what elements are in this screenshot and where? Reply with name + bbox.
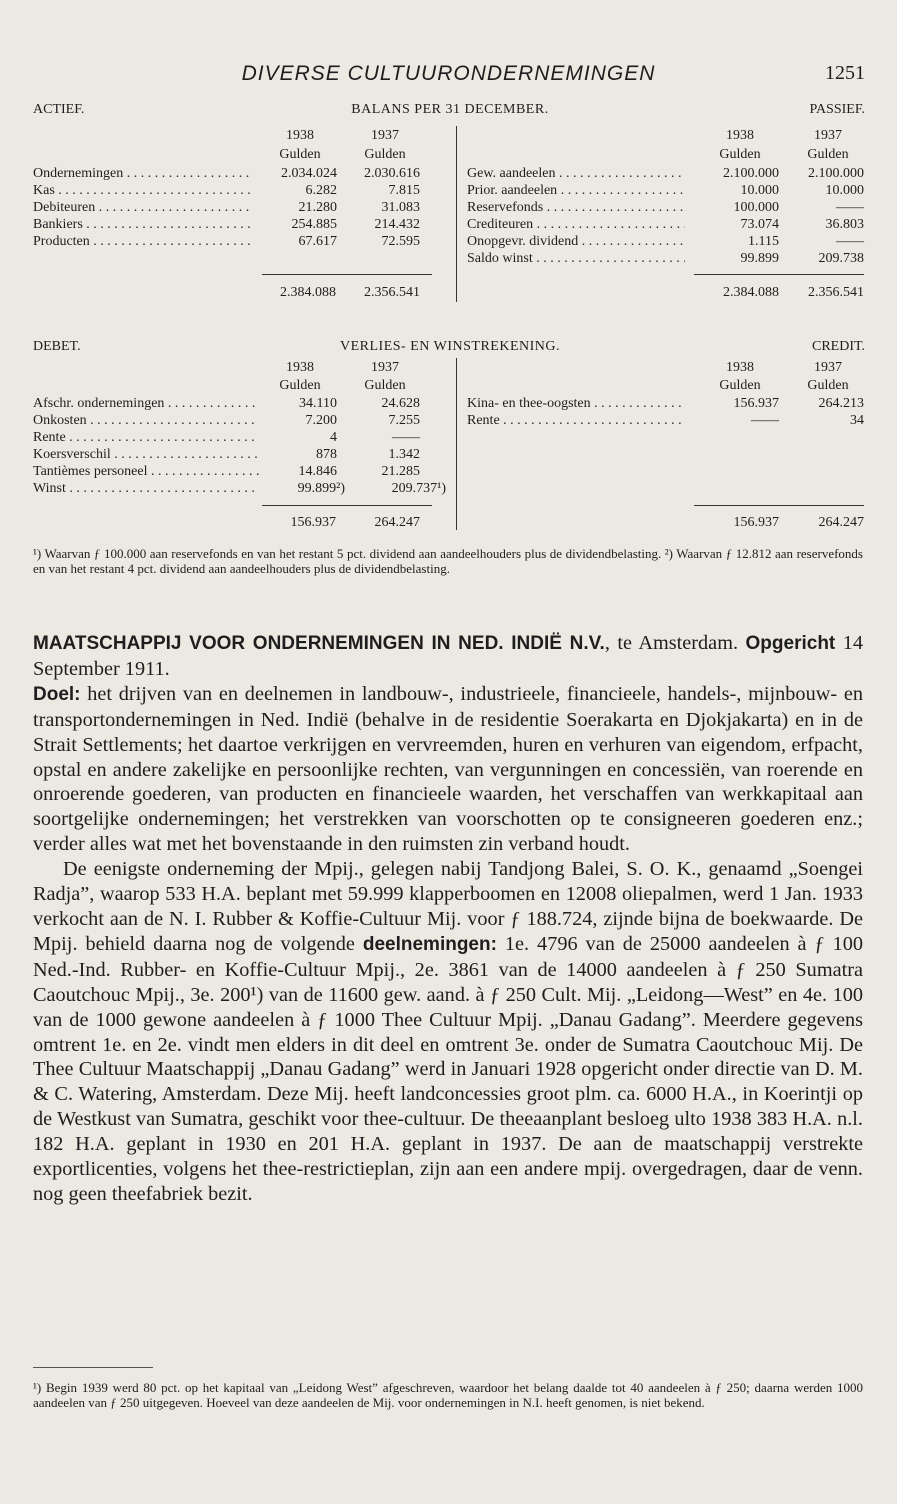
doel-text: het drijven van en deelnemen in landbouw-, industrieele, financieele, handels-, mijnbouw- en transportondernemingen in Ned. Indië (behalve in de residentie Soerakarta en Djokjakarta) en in de Strait Settlements; het daartoe verkrijgen en vervreemden, huren en verhuren van eigendom, erfpacht, opstal en andere zakelijke en persoonlijke rechten, van vergunningen en concessiën, van roerende en onroerende goederen, van producten en financieele waarden, het verschaffen van werkkapitaal aan soortgelijke ondernemingen; het verstrekken van voorschotten op te consigneeren goederen enz.; verder alles wat met het bovenstaande in den ruimsten zin verband houdt. <box>33 682 863 856</box>
page-number: 1251 <box>825 62 865 84</box>
table-row: Ondernemingen . . . 2.034.024 2.030.616 <box>33 166 433 182</box>
paragraph-text: De eenigste onderneming der Mpij., gelegen nabij Tandjong Balei, S. O. K., genaamd „Soengei Radja”, waarop 533 H.A. beplant met 59.999 klapperboomen en 12008 oliepalmen, werd 1 Jan. 1933 verkocht aan de N. I. Rubber & Koffie-Cultuur Mij. voor ƒ 188.724, zijnde bijna de boekwaarde. De Mpij. behield daarna nog de volgende <box>33 858 863 955</box>
table-row: Debiteuren . . . 21.280 31.083 <box>33 200 433 216</box>
table-row: Koersverschil . . . 878 1.342 <box>33 447 453 463</box>
verlies-title: VERLIES- EN WINSTREKENING. <box>340 339 560 354</box>
year-header: 1938 <box>726 360 754 375</box>
year-header: 1937 <box>371 128 399 143</box>
unit-header: Gulden <box>364 378 406 393</box>
year-header: 1937 <box>814 128 842 143</box>
year-header: 1937 <box>371 360 399 375</box>
year-header: 1938 <box>286 128 314 143</box>
deelnemingen-label: deelnemingen: <box>362 933 497 955</box>
table-row: Rente . . . 4 —— <box>33 430 453 446</box>
footnote-rule <box>33 1367 153 1368</box>
doel-label: Doel: <box>33 683 81 705</box>
table-row: Bankiers . . . 254.885 214.432 <box>33 217 433 233</box>
total-value: 264.247 <box>374 515 420 530</box>
total-rule <box>694 274 864 275</box>
company-name: MAATSCHAPPIJ VOOR ONDERNEMINGEN IN NED. INDIË N.V. <box>33 633 605 654</box>
table-row: Kina- en thee-oogsten . . . 156.937 264.213 <box>467 396 867 412</box>
total-value: 264.247 <box>818 515 864 530</box>
year-header: 1937 <box>814 360 842 375</box>
table-row: Producten . . . 67.617 72.595 <box>33 234 433 250</box>
column-divider <box>456 126 457 302</box>
unit-header: Gulden <box>279 147 321 162</box>
unit-header: Gulden <box>719 378 761 393</box>
doel-paragraph <box>33 682 863 857</box>
unit-header: Gulden <box>807 378 849 393</box>
total-rule <box>262 505 432 506</box>
table-row: Reservefonds . . . 100.000 —— <box>467 200 867 216</box>
body-paragraph <box>33 857 863 1207</box>
table-footnote: ¹) Waarvan ƒ 100.000 aan reservefonds en van het restant 5 pct. dividend aan aandeelhouders plus de dividendbelasting. ²) Waarvan ƒ 12.812 aan reservefonds en van het restant 4 pct. dividend aan aandeelhouders plus de dividendbelasting. <box>33 546 863 576</box>
paragraph-text: 1e. 4796 van de 25000 aandeelen à ƒ 100 Ned.-Ind. Rubber- en Koffie-Cultuur Mpij., 2e. 3861 van de 14000 aandeelen à ƒ 250 Sumatra Caoutchouc Mpij., 3e. 200¹) van de 11600 gew. aand. à ƒ 250 Cult. Mij. „Leidong—West” en 4e. 100 van de 1000 gewone aandeelen à ƒ 1000 Thee Cultuur Mpij. „Danau Gadang”. Meerdere gegevens omtrent 1e. en 2e. vindt men elders in dit deel en omtrent 3e. onder de Sumatra Caoutchouc Mij. De Thee Cultuur Maatschappij „Danau Gadang” werd in Januari 1928 opgericht onder directie van D. M. & C. Watering, Amsterdam. Deze Mij. heeft landconcessies groot plm. ca. 6000 H.A., in Koerintji op de Westkust van Sumatra, geschikt voor thee-cultuur. De theeaanplant besloeg ulto 1938 383 H.A. n.l. 182 H.A. geplant in 1930 en 201 H.A. geplant in 1937. De aan de maatschappij verstrekte exportlicenties, volgens het thee-restrictieplan, zijn aan een andere mpij. overgedragen, daar de venn. nog geen theefabriek bezit. <box>33 932 864 1205</box>
table-row: Gew. aandeelen . . . 2.100.000 2.100.000 <box>467 166 867 182</box>
unit-header: Gulden <box>364 147 406 162</box>
table-row: Saldo winst . . . 99.899 209.738 <box>467 251 867 267</box>
total-value: 156.937 <box>733 515 779 530</box>
total-value: 2.356.541 <box>808 285 864 300</box>
total-rule <box>262 274 432 275</box>
table-row: Rente . . . —— 34 <box>467 413 867 429</box>
table-row: Afschr. ondernemingen . . . 34.110 24.628 <box>33 396 453 412</box>
total-value: 2.384.088 <box>280 285 336 300</box>
table-row: Onopgevr. dividend . . . 1.115 —— <box>467 234 867 250</box>
column-divider <box>456 358 457 530</box>
page-footnote: ¹) Begin 1939 werd 80 pct. op het kapitaal van „Leidong West” afgeschreven, waardoor het belang daalde tot 40 aandeelen à ƒ 250; daarna werden 1000 aandeelen van ƒ 250 uitgegeven. Hoeveel van deze aandeelen de Mij. voor ondernemingen in N.I. heeft genomen, is niet bekend. <box>33 1380 863 1410</box>
year-header: 1938 <box>286 360 314 375</box>
debet-label: DEBET. <box>33 339 81 354</box>
company-intro <box>33 631 863 682</box>
total-value: 2.384.088 <box>723 285 779 300</box>
table-row: Winst . . . 99.899²) 209.737¹) <box>33 481 453 497</box>
founded-label: Opgericht <box>745 633 836 654</box>
year-header: 1938 <box>726 128 754 143</box>
founded-date: 14 September 1911. <box>33 632 864 680</box>
unit-header: Gulden <box>279 378 321 393</box>
total-rule <box>694 505 864 506</box>
total-value: 2.356.541 <box>364 285 420 300</box>
table-row: Onkosten . . . 7.200 7.255 <box>33 413 453 429</box>
table-row: Prior. aandeelen . . . 10.000 10.000 <box>467 183 867 199</box>
unit-header: Gulden <box>807 147 849 162</box>
actief-label: ACTIEF. <box>33 102 85 117</box>
company-place: , te Amsterdam. <box>604 632 739 654</box>
running-head-title: DIVERSE CULTUURONDERNEMINGEN <box>241 62 656 85</box>
total-value: 156.937 <box>290 515 336 530</box>
balans-title: BALANS PER 31 DECEMBER. <box>351 102 549 117</box>
passief-label: PASSIEF. <box>809 102 865 117</box>
unit-header: Gulden <box>719 147 761 162</box>
table-row: Crediteuren . . . 73.074 36.803 <box>467 217 867 233</box>
company-entry <box>33 631 863 1207</box>
table-row: Tantièmes personeel . . . 14.846 21.285 <box>33 464 453 480</box>
table-row: Kas . . . 6.282 7.815 <box>33 183 433 199</box>
credit-label: CREDIT. <box>811 339 865 354</box>
